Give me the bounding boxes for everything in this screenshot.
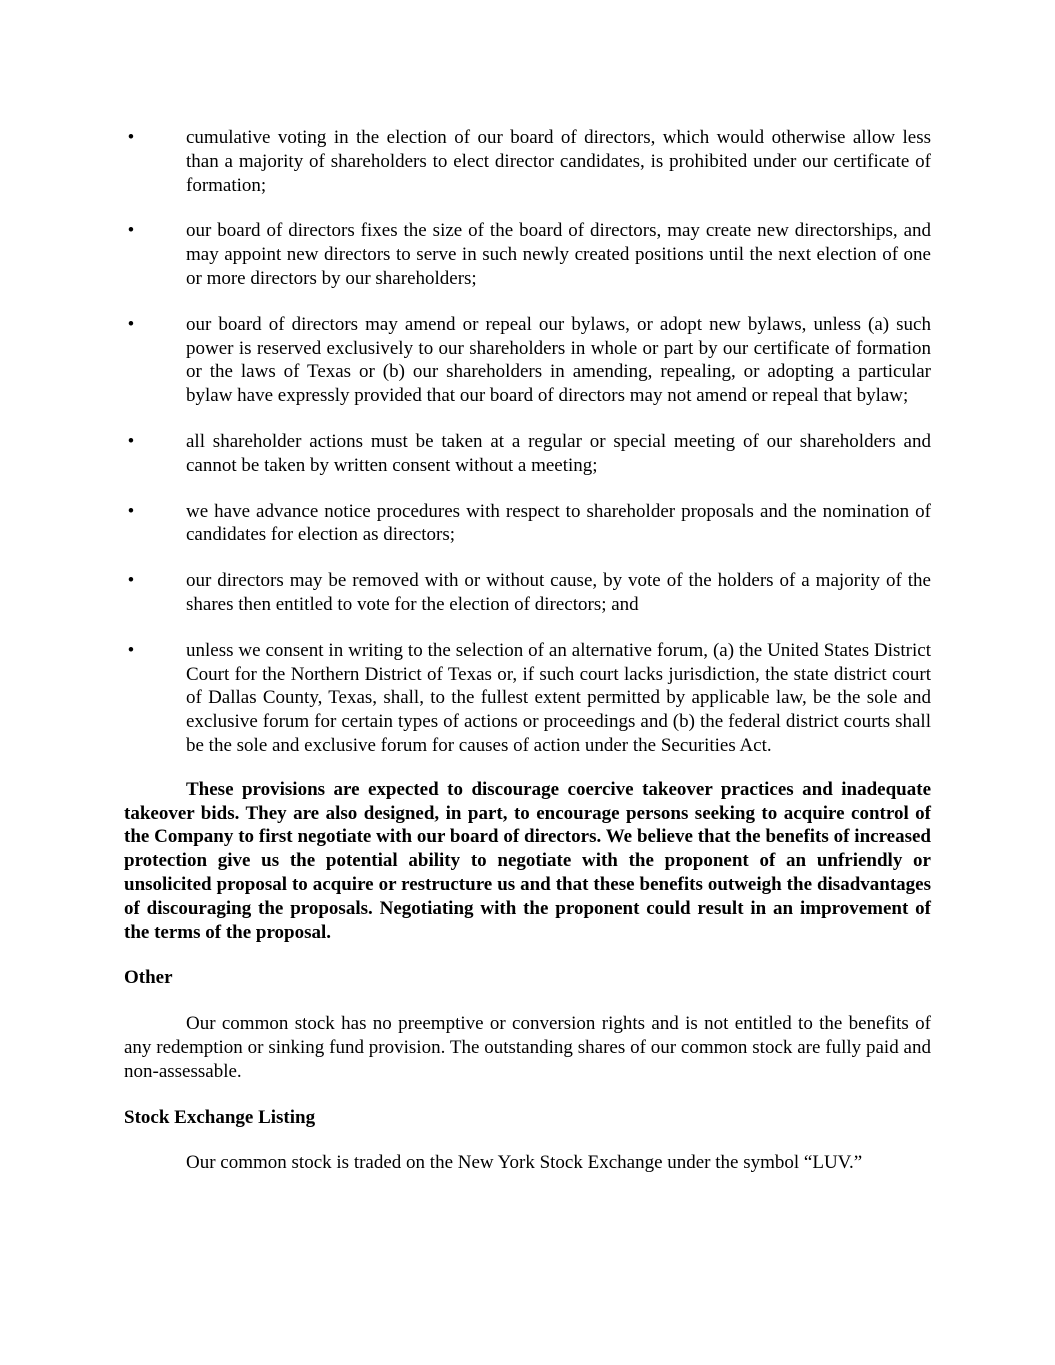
list-item-text: our board of directors fixes the size of the board of directors, may create new directorships, and may appoint new directors to serve in such newly created positions until the next election of one or more directors by our shareholders; bbox=[186, 220, 931, 289]
bullet-icon: • bbox=[127, 639, 135, 661]
listing-paragraph: Our common stock is traded on the New York Stock Exchange under the symbol “LUV.” bbox=[186, 1152, 863, 1174]
list-item bbox=[124, 126, 931, 197]
list-item-text: our directors may be removed with or without cause, by vote of the holders of a majority of the shares then entitled to vote for the election of directors; and bbox=[186, 570, 931, 615]
section-heading-other: Other bbox=[124, 967, 173, 989]
bullet-icon: • bbox=[127, 127, 135, 148]
list-item-text: our board of directors may amend or repeal our bylaws, or adopt new bylaws, unless (a) such power is reserved exclusively to our shareholders in whole or part by our certificate of formation or the laws of Texas or (b) our shareholders in amending, repealing, or adopting a particular bylaw have expressly provided that our board of directors may not amend or repeal that bylaw; bbox=[186, 313, 931, 407]
bullet-icon: • bbox=[127, 500, 135, 522]
bullet-icon: • bbox=[127, 570, 135, 592]
list-item bbox=[124, 313, 931, 408]
list-item bbox=[124, 430, 931, 478]
document-page bbox=[124, 126, 931, 1175]
other-paragraph: Our common stock has no preemptive or conversion rights and is not entitled to the benefits of any redemption or sinking fund provision. The outstanding shares of our common stock are fully paid and non-assessable. bbox=[124, 1013, 931, 1082]
bullet-icon: • bbox=[127, 430, 135, 452]
list-item bbox=[124, 639, 931, 758]
section-heading-stock-exchange-listing: Stock Exchange Listing bbox=[124, 1106, 316, 1128]
list-item-text: cumulative voting in the election of our board of directors, which would otherwise allow less than a majority of shareholders to elect director candidates, is prohibited under our certificate of formation; bbox=[186, 127, 931, 196]
bullet-icon: • bbox=[127, 313, 135, 335]
bullet-icon: • bbox=[127, 220, 135, 242]
list-item bbox=[124, 500, 931, 548]
list-item-text: unless we consent in writing to the selection of an alternative forum, (a) the United States District Court for the Northern District of Texas or, if such court lacks jurisdiction, the state district court of Dallas County, Texas, shall, to the fullest extent permitted by applicable law, be the sole and exclusive forum for certain types of actions or proceedings and (b) the federal district courts shall be the sole and exclusive forum for causes of action under the Securities Act. bbox=[186, 639, 931, 756]
list-item bbox=[124, 569, 931, 617]
list-item bbox=[124, 219, 931, 290]
provisions-summary-paragraph: These provisions are expected to discourage coercive takeover practices and inadequate takeover bids. They are also designed, in part, to encourage persons seeking to acquire control of the Company to first negotiate with our board of directors. We believe that the benefits of increased protection give us the potential ability to negotiate with the proponent of an unfriendly or unsolicited proposal to acquire or restructure us and that these benefits outweigh the disadvantages of discouraging the proposals. Negotiating with the proponent could result in an improvement of the terms of the proposal. bbox=[124, 778, 931, 943]
provisions-list bbox=[124, 126, 931, 758]
list-item-text: we have advance notice procedures with respect to shareholder proposals and the nomination of candidates for election as directors; bbox=[186, 500, 931, 546]
list-item-text: all shareholder actions must be taken at a regular or special meeting of our shareholders and cannot be taken by written consent without a meeting; bbox=[186, 430, 931, 476]
